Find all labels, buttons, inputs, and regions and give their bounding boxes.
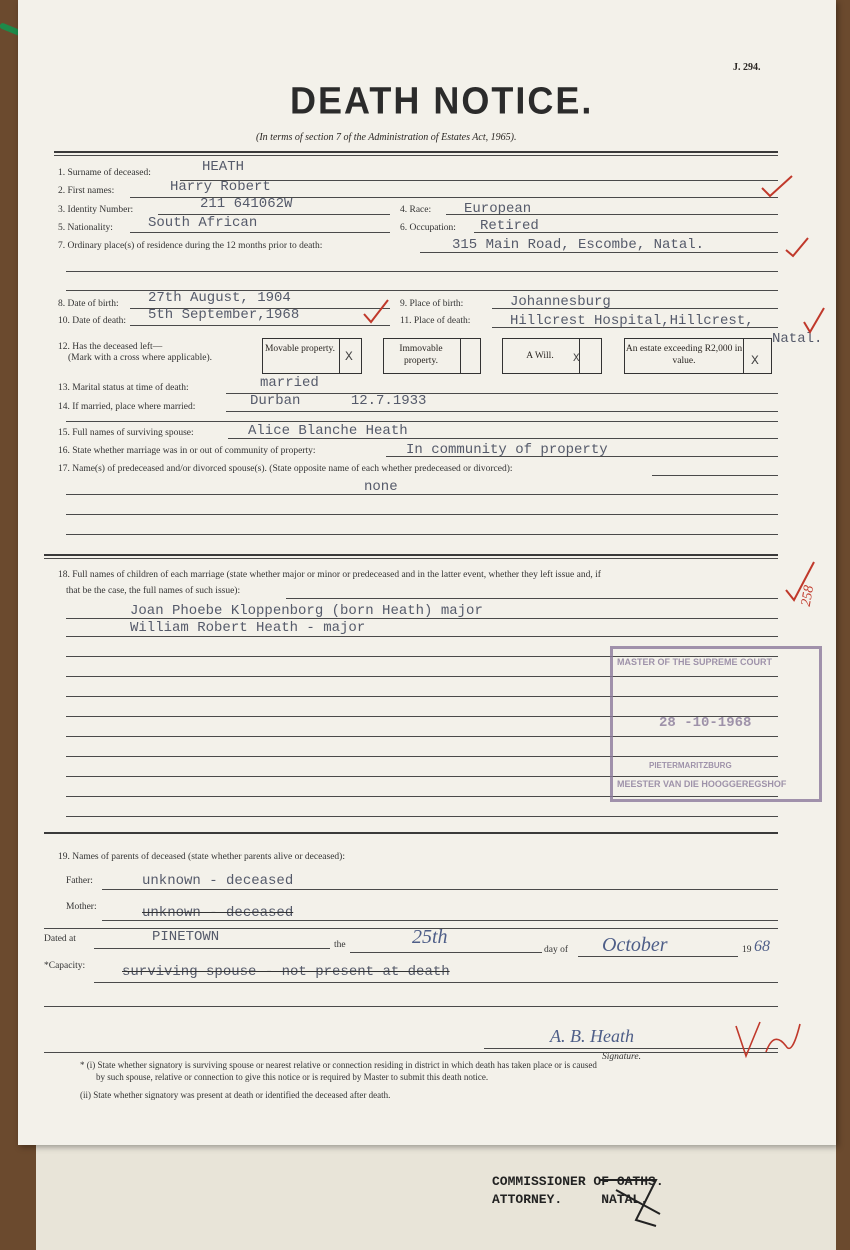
pod-label: 11. Place of death: <box>400 316 471 326</box>
community-label: 16. State whether marriage was in or out of community of property: <box>58 446 316 456</box>
residence-value: 315 Main Road, Escombe, Natal. <box>452 237 705 253</box>
day-value: 25th <box>412 926 448 948</box>
field-line <box>492 308 778 309</box>
red-tick-mark <box>800 306 830 336</box>
field-line <box>102 920 778 921</box>
red-initials-mark <box>730 1016 810 1064</box>
field-line <box>492 327 778 328</box>
identity-value: 211 641062W <box>200 196 293 212</box>
year-prefix: 19 <box>742 945 752 955</box>
stamp-scribble <box>596 1170 686 1230</box>
signature-label: Signature. <box>602 1052 641 1062</box>
field-line <box>94 982 778 983</box>
mother-label: Mother: <box>66 902 97 912</box>
back-sheet <box>36 1130 836 1250</box>
surname-value: HEATH <box>202 159 245 175</box>
mother-value: unknown - deceased <box>142 905 294 921</box>
field-line <box>130 325 390 326</box>
checkbox-movable-property[interactable] <box>262 338 362 374</box>
field-line <box>228 438 778 439</box>
estate-hint: (Mark with a cross where applicable). <box>68 353 213 363</box>
father-value: unknown - deceased <box>142 873 294 889</box>
field-line <box>350 952 542 953</box>
pob-label: 9. Place of birth: <box>400 299 464 309</box>
field-line <box>66 618 778 619</box>
checkbox-will[interactable] <box>502 338 602 374</box>
field-line <box>652 475 778 476</box>
field-line <box>66 816 778 817</box>
footnote-1: * (i) State whether signatory is surviving spouse or nearest relative or connection residing in district in which death has taken place or is caused <box>80 1060 597 1070</box>
child-2: William Robert Heath - major <box>130 620 366 636</box>
race-value: European <box>464 201 532 217</box>
parents-label: 19. Names of parents of deceased (state whether parents alive or deceased): <box>58 852 345 862</box>
divider <box>54 155 778 156</box>
occupation-label: 6. Occupation: <box>400 223 456 233</box>
identity-label: 3. Identity Number: <box>58 205 134 215</box>
margin-number: 258 <box>798 584 818 608</box>
father-label: Father: <box>66 876 93 886</box>
field-line <box>66 271 778 272</box>
dated-place-value: PINETOWN <box>152 929 220 945</box>
movable-label: Movable property. <box>264 344 336 354</box>
will-label: A Will. <box>526 351 554 361</box>
field-line <box>130 232 390 233</box>
year-value: 68 <box>754 938 770 955</box>
spouse-label: 15. Full names of surviving spouse: <box>58 428 194 438</box>
stamp-line2: PIETERMARITZBURG <box>649 761 732 770</box>
field-line <box>66 494 778 495</box>
cross-mark: X <box>573 353 580 365</box>
stamp-line1: MASTER OF THE SUPREME COURT <box>617 657 773 667</box>
attorney-line: ATTORNEY. NATAL. <box>492 1192 649 1207</box>
child-1: Joan Phoebe Kloppenborg (born Heath) major <box>130 603 483 619</box>
master-stamp <box>610 646 822 802</box>
day-of-label: day of <box>544 945 569 955</box>
field-line <box>474 232 778 233</box>
field-line <box>578 956 738 957</box>
marital-status-label: 13. Marital status at time of death: <box>58 383 189 393</box>
marital-status-value: married <box>260 375 319 391</box>
footnote-2: (ii) State whether signatory was present at death or identified the deceased after death. <box>80 1090 391 1100</box>
first-names-value: Harry Robert <box>170 179 271 195</box>
field-line <box>226 411 778 412</box>
nationality-label: 5. Nationality: <box>58 223 113 233</box>
capacity-value: surviving spouse - not present at death <box>122 964 450 980</box>
commissioner-line: COMMISSIONER OF OATHS. <box>492 1174 664 1189</box>
children-label-cont: that be the case, the full names of such issue): <box>66 586 241 596</box>
estate-exceeding-label: An estate exceeding R2,000 in value. <box>625 344 743 366</box>
community-value: In community of property <box>406 442 608 458</box>
red-tick-mark <box>760 174 800 200</box>
predeceased-label: 17. Name(s) of predeceased and/or divorced spouse(s). (State opposite name of each whether predeceased or divorced): <box>58 464 513 474</box>
field-line <box>446 214 778 215</box>
divider <box>44 832 778 834</box>
spouse-value: Alice Blanche Heath <box>248 423 408 439</box>
nationality-value: South African <box>148 215 258 231</box>
field-line <box>66 514 778 515</box>
divider <box>54 151 778 153</box>
stamp-date: 28 -10-1968 <box>659 715 752 731</box>
immovable-label: Immovable property. <box>399 344 443 366</box>
dod-value: 5th September,1968 <box>148 307 300 323</box>
checkbox-estate-exceeding[interactable] <box>624 338 772 374</box>
field-line <box>66 421 778 422</box>
death-notice-page <box>18 0 836 1145</box>
cross-mark: X <box>345 349 353 364</box>
children-label: 18. Full names of children of each marriage (state whether major or minor or predeceased and in the latter event, whether they left issue and, if <box>58 570 601 580</box>
field-line <box>44 1006 778 1007</box>
field-line <box>66 534 778 535</box>
occupation-value: Retired <box>480 218 539 234</box>
checkbox-immovable-property[interactable] <box>383 338 481 374</box>
race-label: 4. Race: <box>400 205 432 215</box>
stamp-line3: MEESTER VAN DIE HOOGGEREGSHOF <box>617 779 787 789</box>
page-title: DEATH NOTICE. <box>290 78 594 122</box>
red-tick-mark <box>784 234 814 260</box>
signature-value: A. B. Heath <box>550 1026 634 1046</box>
field-line <box>420 252 778 253</box>
form-number: J. 294. <box>733 62 761 73</box>
field-line <box>66 636 778 637</box>
dob-label: 8. Date of birth: <box>58 299 119 309</box>
pod-value-cont: Natal. <box>772 331 823 347</box>
field-line <box>102 889 778 890</box>
dob-value: 27th August, 1904 <box>148 290 291 306</box>
pod-value: Hillcrest Hospital,Hillcrest, <box>510 313 754 329</box>
field-line <box>286 598 778 599</box>
place-married-value: Durban 12.7.1933 <box>250 393 427 409</box>
footnote-1b: by such spouse, relative or connection to give this notice or is required by Master to submit this death notice. <box>96 1072 489 1082</box>
month-value: October <box>602 934 668 956</box>
divider <box>44 554 778 556</box>
cross-mark: X <box>751 353 759 368</box>
surname-label: 1. Surname of deceased: <box>58 168 151 178</box>
field-line <box>94 948 330 949</box>
dod-label: 10. Date of death: <box>58 316 127 326</box>
estate-label: 12. Has the deceased left— <box>58 342 163 352</box>
red-tick-mark <box>362 298 392 328</box>
divider <box>44 558 778 559</box>
dated-at-label: Dated at <box>44 934 76 944</box>
predeceased-value: none <box>364 479 398 495</box>
pob-value: Johannesburg <box>510 294 611 310</box>
first-names-label: 2. First names: <box>58 186 115 196</box>
residence-label: 7. Ordinary place(s) of residence during the 12 months prior to death: <box>58 241 323 251</box>
place-married-label: 14. If married, place where married: <box>58 402 196 412</box>
divider <box>44 1052 778 1053</box>
page-subtitle: (In terms of section 7 of the Administration of Estates Act, 1965). <box>256 132 517 143</box>
capacity-label: *Capacity: <box>44 961 86 971</box>
the-label: the <box>334 940 346 950</box>
field-line <box>386 456 778 457</box>
